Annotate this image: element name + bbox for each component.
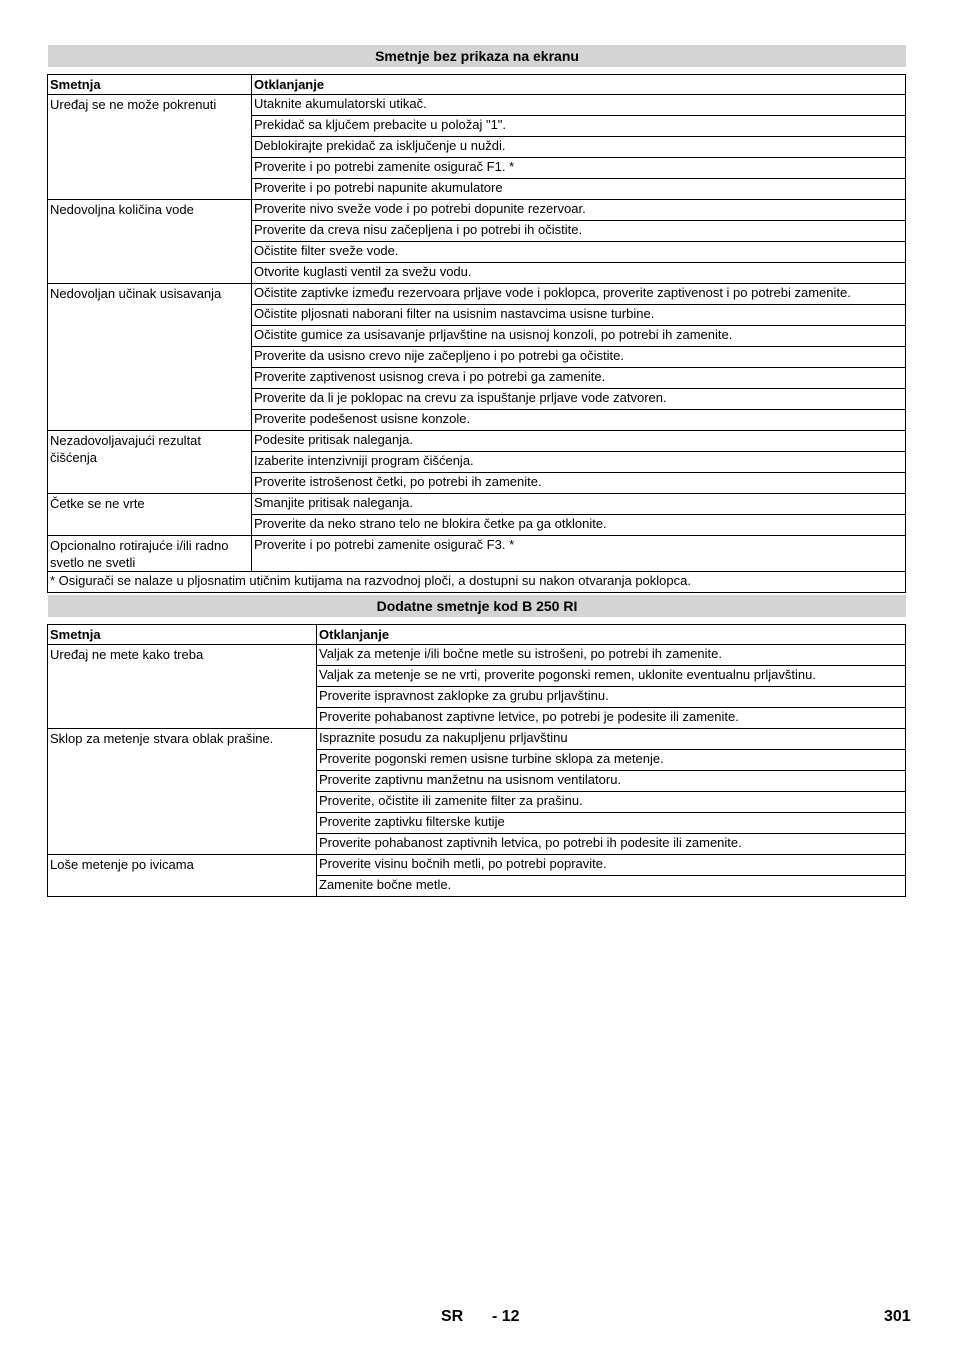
table-row [48,95,906,116]
remedy-cell: Prekidač sa ključem prebacite u položaj "1". [252,116,906,137]
remedy-cell: Valjak za metenje se ne vrti, proverite pogonski remen, uklonite eventualnu prljavštinu. [317,666,906,687]
remedy-cell: Proverite i po potrebi zamenite osigurač F3. * [252,536,906,572]
remedy-cell: Očistite gumice za usisavanje prljavštine na usisnoj konzoli, po potrebi ih zamenite. [252,326,906,347]
column-header-remedy: Otklanjanje [317,625,906,645]
table-row [48,729,906,750]
remedy-cell: Očistite pljosnati naborani filter na usisnim nastavcima usisne turbine. [252,305,906,326]
table-row [48,645,906,666]
remedy-cell: Proverite i po potrebi zamenite osigurač F1. * [252,158,906,179]
fault-cell: Uređaj ne mete kako treba [48,645,317,729]
remedy-cell: Proverite da usisno crevo nije začepljeno i po potrebi ga očistite. [252,347,906,368]
remedy-cell: Smanjite pritisak naleganja. [252,494,906,515]
table-row [48,855,906,876]
fault-cell: Loše metenje po ivicama [48,855,317,897]
section2-title: Dodatne smetnje kod B 250 RI [48,595,906,617]
remedy-cell: Proverite zaptivku filterske kutije [317,813,906,834]
section1-title: Smetnje bez prikaza na ekranu [48,45,906,67]
table-row [48,494,906,515]
remedy-cell: Proverite i po potrebi napunite akumulatore [252,179,906,200]
footnote-row [48,572,906,593]
remedy-cell: Proverite ispravnost zaklopke za grubu prljavštinu. [317,687,906,708]
remedy-cell: Očistite zaptivke između rezervoara prljave vode i poklopca, proverite zaptivenost i po potrebi zamenite. [252,284,906,305]
footer-page-number: 301 [884,1308,911,1325]
remedy-cell: Utaknite akumulatorski utikač. [252,95,906,116]
remedy-cell: Podesite pritisak naleganja. [252,431,906,452]
remedy-cell: Proverite pohabanost zaptivne letvice, po potrebi je podesite ili zamenite. [317,708,906,729]
remedy-cell: Proverite istrošenost četki, po potrebi ih zamenite. [252,473,906,494]
remedy-cell: Zamenite bočne metle. [317,876,906,897]
fault-cell: Uređaj se ne može pokrenuti [48,95,252,200]
remedy-cell: Proverite podešenost usisne konzole. [252,410,906,431]
table-faults-no-display [47,74,906,593]
table-row [48,536,906,572]
remedy-cell: Valjak za metenje i/ili bočne metle su istrošeni, po potrebi ih zamenite. [317,645,906,666]
fault-cell: Nezadovoljavajući rezultat čišćenja [48,431,252,494]
remedy-cell: Proverite da li je poklopac na crevu za ispuštanje prljave vode zatvoren. [252,389,906,410]
footer-language: SR [441,1308,464,1325]
remedy-cell: Ispraznite posudu za nakupljenu prljavštinu [317,729,906,750]
fault-cell: Četke se ne vrte [48,494,252,536]
footer-page-sub: - 12 [492,1308,520,1325]
remedy-cell: Deblokirajte prekidač za isključenje u nuždi. [252,137,906,158]
remedy-cell: Proverite zaptivnu manžetnu na usisnom ventilatoru. [317,771,906,792]
footnote: * Osigurači se nalaze u pljosnatim utičnim kutijama na razvodnoj ploči, a dostupni su nakon otvaranja poklopca. [48,572,906,593]
remedy-cell: Očistite filter sveže vode. [252,242,906,263]
fault-cell: Nedovoljna količina vode [48,200,252,284]
remedy-cell: Proverite pogonski remen usisne turbine sklopa za metenje. [317,750,906,771]
remedy-cell: Otvorite kuglasti ventil za svežu vodu. [252,263,906,284]
remedy-cell: Proverite pohabanost zaptivnih letvica, po potrebi ih podesite ili zamenite. [317,834,906,855]
fault-cell: Sklop za metenje stvara oblak prašine. [48,729,317,855]
remedy-cell: Proverite da neko strano telo ne blokira četke pa ga otklonite. [252,515,906,536]
remedy-cell: Proverite, očistite ili zamenite filter za prašinu. [317,792,906,813]
remedy-cell: Proverite visinu bočnih metli, po potrebi popravite. [317,855,906,876]
table-row [48,284,906,305]
fault-cell: Opcionalno rotirajuće i/ili radno svetlo ne svetli [48,536,252,572]
column-header-remedy: Otklanjanje [252,75,906,95]
remedy-cell: Proverite zaptivenost usisnog creva i po potrebi ga zamenite. [252,368,906,389]
remedy-cell: Proverite nivo sveže vode i po potrebi dopunite rezervoar. [252,200,906,221]
column-header-fault: Smetnja [48,75,252,95]
column-header-fault: Smetnja [48,625,317,645]
table-row [48,200,906,221]
remedy-cell: Izaberite intenzivniji program čišćenja. [252,452,906,473]
table-row [48,431,906,452]
remedy-cell: Proverite da creva nisu začepljena i po potrebi ih očistite. [252,221,906,242]
fault-cell: Nedovoljan učinak usisavanja [48,284,252,431]
table-faults-b250ri [47,624,906,897]
